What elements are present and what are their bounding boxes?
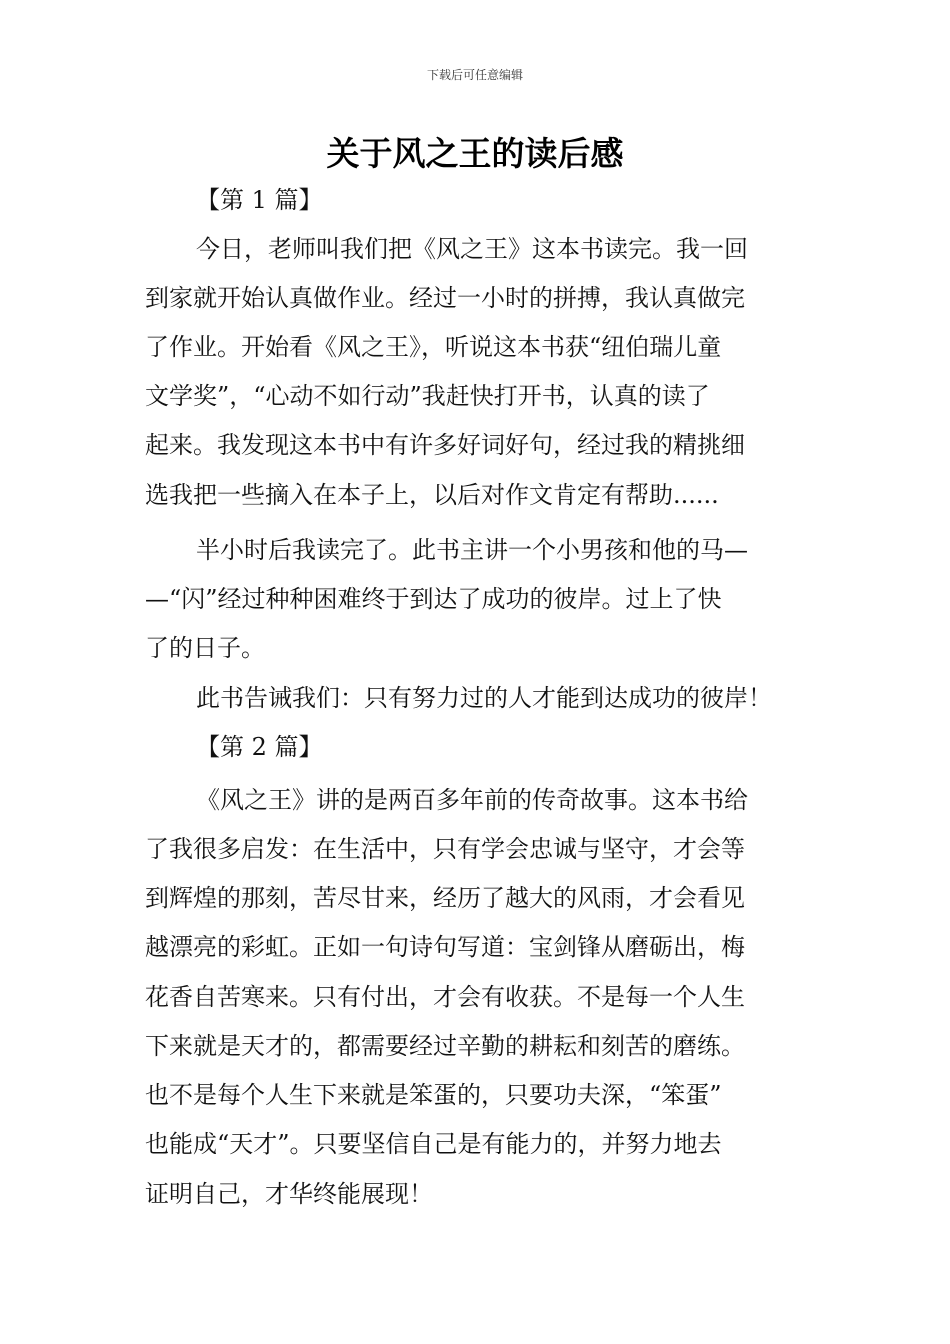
paragraph-line: 了作业。开始看《风之王》，听说这本书获“纽伯瑞儿童 bbox=[145, 333, 722, 361]
paragraph-line: 证明自己，才华终能展现！ bbox=[145, 1180, 433, 1208]
paragraph-line: 起来。我发现这本书中有许多好词好句，经过我的精挑细 bbox=[145, 431, 745, 459]
paragraph-line: 到辉煌的那刻，苦尽甘来，经历了越大的风雨，才会看见 bbox=[145, 884, 745, 912]
section-1-label: 【第 1 篇】 bbox=[196, 186, 323, 214]
paragraph-line: 下来就是天才的，都需要经过辛勤的耕耘和刻苦的磨练。 bbox=[145, 1032, 745, 1060]
paragraph-line: 到家就开始认真做作业。经过一小时的拼搏，我认真做完 bbox=[145, 284, 745, 312]
paragraph-line: 选我把一些摘入在本子上，以后对作文肯定有帮助...... bbox=[145, 481, 719, 509]
paragraph-line: 今日，老师叫我们把《风之王》这本书读完。我一回 bbox=[196, 235, 748, 263]
paragraph-line: 了的日子。 bbox=[145, 634, 265, 662]
paragraph-line: 了我很多启发：在生活中，只有学会忠诚与坚守，才会等 bbox=[145, 835, 745, 863]
paragraph-line: 半小时后我读完了。此书主讲一个小男孩和他的马— bbox=[196, 536, 748, 564]
paragraph-line: 也能成“天才”。只要坚信自己是有能力的，并努力地去 bbox=[145, 1130, 722, 1158]
section-2-label: 【第 2 篇】 bbox=[196, 733, 323, 761]
paragraph-line: 也不是每个人生下来就是笨蛋的，只要功夫深，“笨蛋” bbox=[145, 1081, 722, 1109]
paragraph-line: 文学奖”，“心动不如行动”我赶快打开书，认真的读了 bbox=[145, 382, 710, 410]
paragraph-line: 《风之王》讲的是两百多年前的传奇故事。这本书给 bbox=[196, 786, 748, 814]
paragraph-line: 花香自苦寒来。只有付出，才会有收获。不是每一个人生 bbox=[145, 983, 745, 1011]
paragraph-line: 越漂亮的彩虹。正如一句诗句写道：宝剑锋从磨砺出，梅 bbox=[145, 933, 745, 961]
document-title: 关于风之王的读后感 bbox=[326, 134, 624, 173]
header-note: 下载后可任意编辑 bbox=[426, 68, 523, 82]
paragraph-line: —“闪”经过种种困难终于到达了成功的彼岸。过上了快 bbox=[145, 585, 722, 613]
paragraph-line: 此书告诫我们：只有努力过的人才能到达成功的彼岸！ bbox=[196, 684, 772, 712]
